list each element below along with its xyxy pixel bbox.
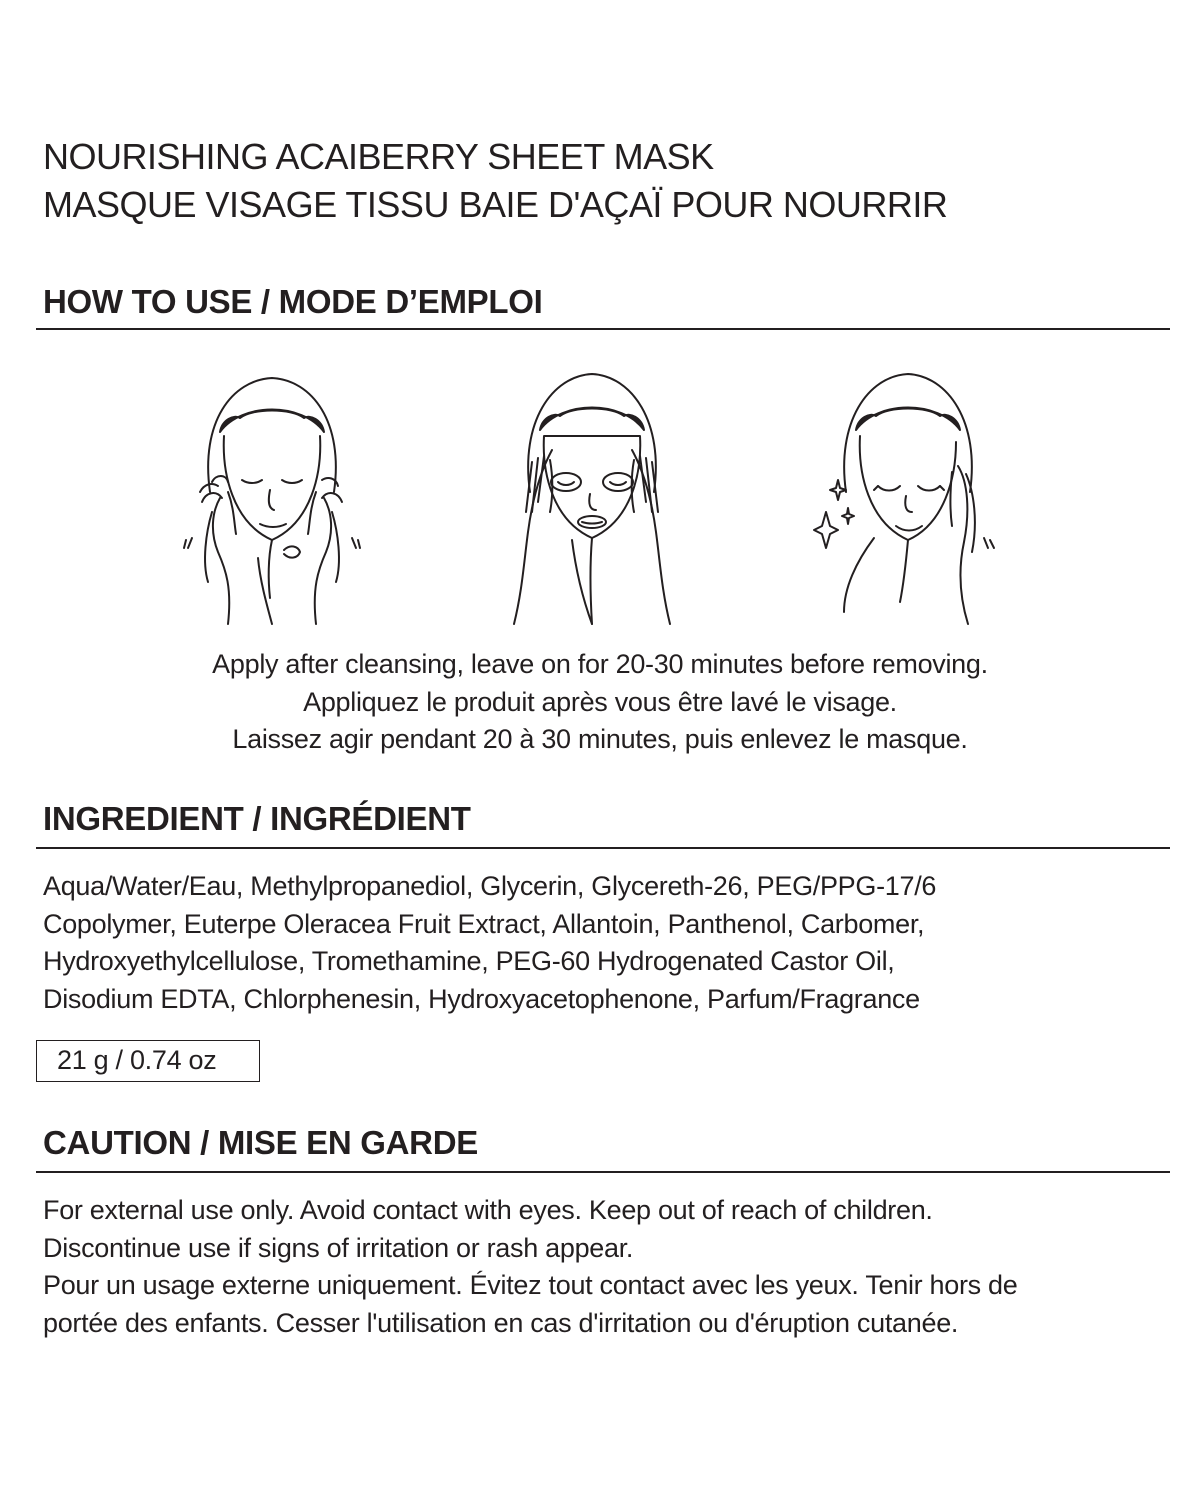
sheet-mask-applying-icon xyxy=(492,362,692,632)
face-washing-icon xyxy=(172,362,372,632)
ingredients-divider xyxy=(36,847,1170,849)
instruction-line: Laissez agir pendant 20 à 30 minutes, puis enlevez le masque. xyxy=(232,724,968,754)
caution-line: For external use only. Avoid contact with eyes. Keep out of reach of children. xyxy=(43,1195,933,1225)
net-weight-badge: 21 g / 0.74 oz xyxy=(36,1040,260,1082)
caution-text xyxy=(43,1192,1183,1342)
product-title-en: NOURISHING ACAIBERRY SHEET MASK xyxy=(43,136,714,177)
ingredients-heading: INGREDIENT / INGRÉDIENT xyxy=(43,800,471,837)
product-title-fr: MASQUE VISAGE TISSU BAIE D'AÇAÏ POUR NOURRIR xyxy=(43,184,948,225)
ingredient-line: Hydroxyethylcellulose, Tromethamine, PEG-60 Hydrogenated Castor Oil, xyxy=(43,946,895,976)
product-title xyxy=(43,133,947,229)
instruction-line: Apply after cleansing, leave on for 20-30 minutes before removing. xyxy=(212,649,988,679)
caution-line: portée des enfants. Cesser l'utilisation en cas d'irritation ou d'éruption cutanée. xyxy=(43,1307,959,1338)
caution-line: Discontinue use if signs of irritation or rash appear. xyxy=(43,1232,634,1263)
ingredient-line: Aqua/Water/Eau, Methylpropanediol, Glycerin, Glycereth-26, PEG/PPG-17/6 xyxy=(43,871,937,901)
ingredients-list xyxy=(43,868,1183,1018)
caution-line: Pour un usage externe uniquement. Évitez tout contact avec les yeux. Tenir hors de xyxy=(43,1270,1018,1300)
instruction-line: Appliquez le produit après vous être lavé le visage. xyxy=(303,686,897,717)
ingredient-line: Copolymer, Euterpe Oleracea Fruit Extract, Allantoin, Panthenol, Carbomer, xyxy=(43,908,925,939)
how-to-use-heading: HOW TO USE / MODE D’EMPLOI xyxy=(43,283,543,320)
caution-heading: CAUTION / MISE EN GARDE xyxy=(43,1124,478,1161)
glowing-skin-icon xyxy=(808,362,1008,632)
caution-divider xyxy=(36,1171,1170,1173)
ingredient-line: Disodium EDTA, Chlorphenesin, Hydroxyacetophenone, Parfum/Fragrance xyxy=(43,983,920,1014)
how-to-use-divider xyxy=(36,328,1170,330)
how-to-use-instructions xyxy=(0,646,1200,759)
